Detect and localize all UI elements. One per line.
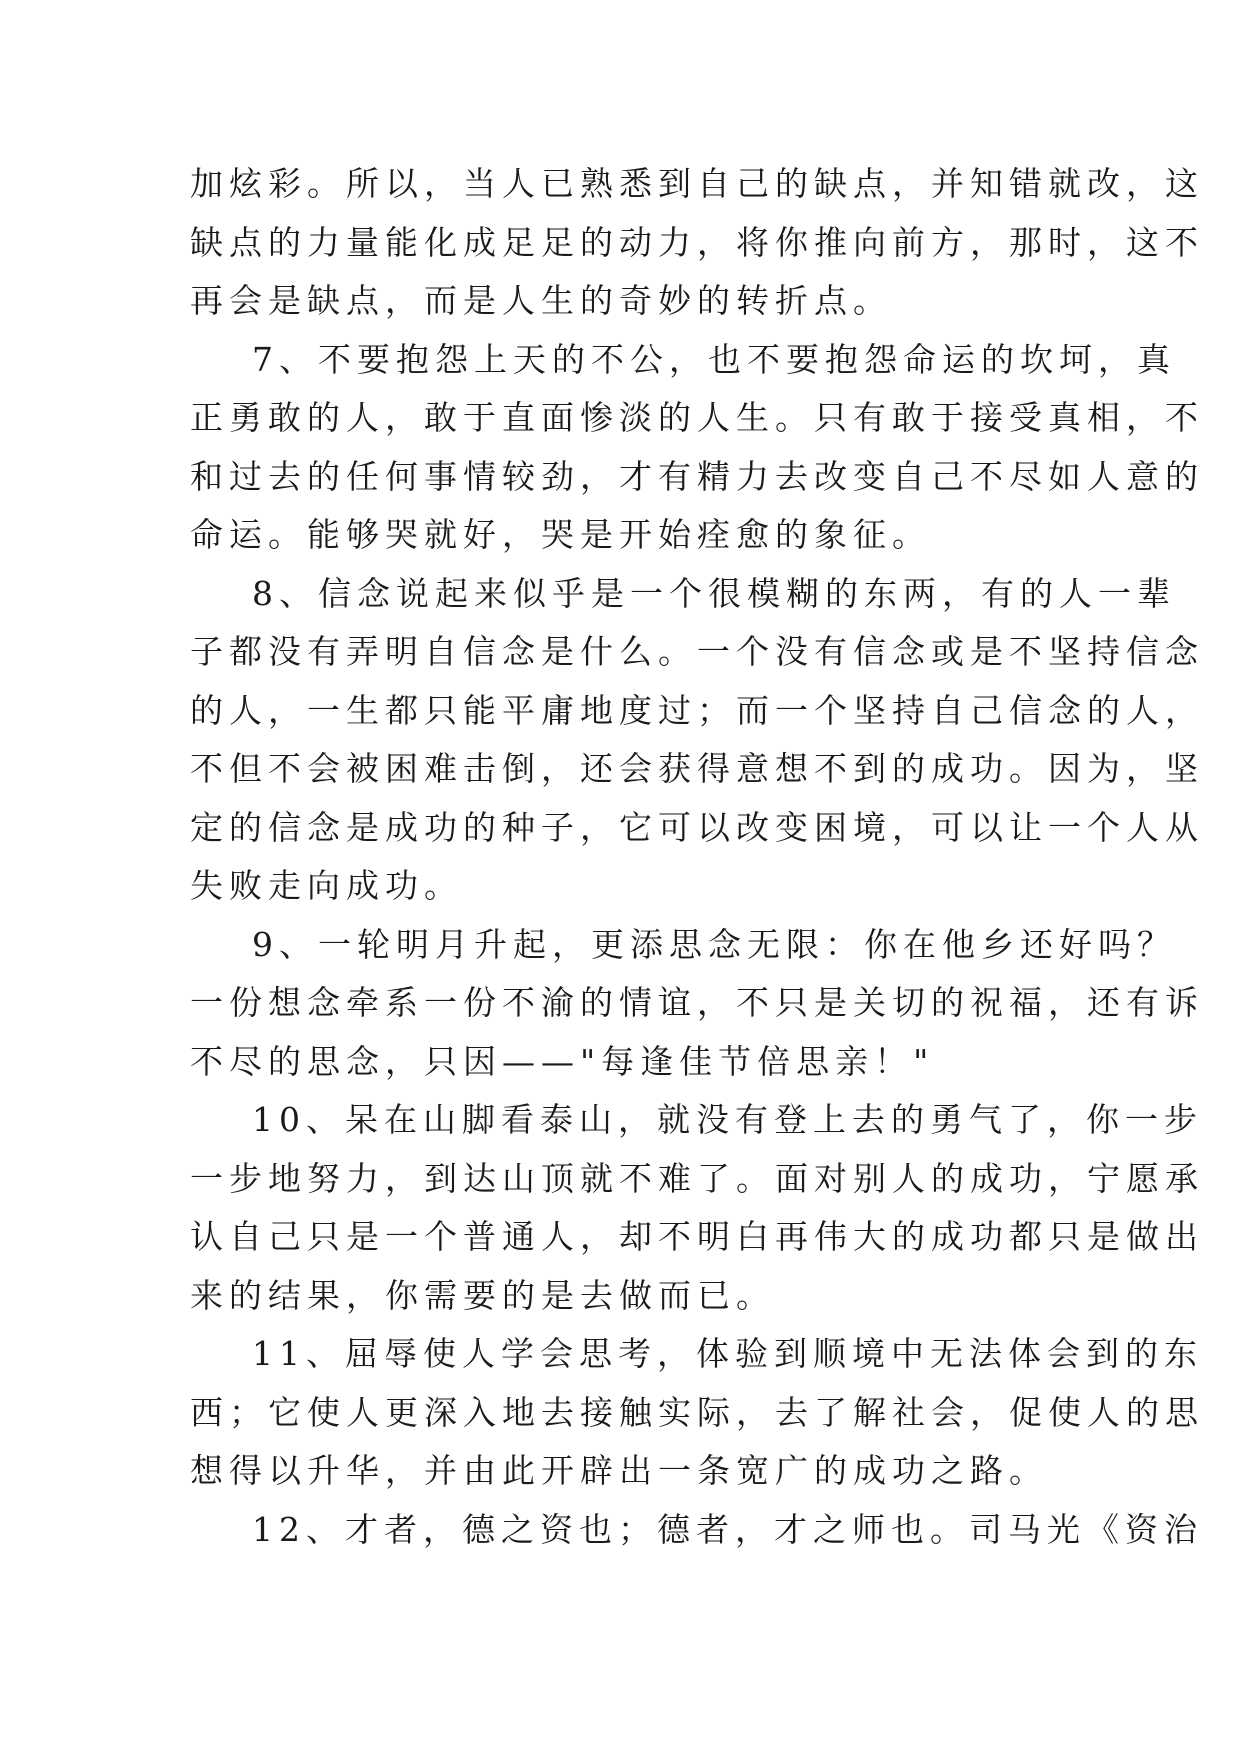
paragraph-start-10: 10、呆在山脚看泰山，就没有登上去的勇气了，你一步	[252, 1100, 1203, 1139]
paragraph-start-11: 11、屈辱使人学会思考，体验到顺境中无法体会到的东	[252, 1334, 1203, 1373]
text-line: 不尽的思念，只因——"每逢佳节倍思亲！"	[190, 1041, 935, 1081]
paragraph-start-12: 12、才者，德之资也；德者，才之师也。司马光《资治	[252, 1509, 1203, 1549]
text-line: 不但不会被困难击倒，还会获得意想不到的成功。因为，坚	[190, 749, 1204, 788]
text-line: 缺点的力量能化成足足的动力，将你推向前方，那时，这不	[190, 222, 1204, 262]
text-line: 来的结果，你需要的是去做而已。	[190, 1275, 775, 1315]
text-line: 定的信念是成功的种子，它可以改变困境，可以让一个人从	[190, 807, 1204, 847]
paragraph-start-9: 9、一轮明月升起，更添思念无限：你在他乡还好吗？	[252, 924, 1176, 964]
paragraph-start-8: 8、信念说起来似乎是一个很模糊的东两，有的人一辈	[252, 573, 1176, 613]
text-line: 加炫彩。所以，当人已熟悉到自己的缺点，并知错就改，这	[190, 164, 1204, 203]
text-line: 认自己只是一个普通人，却不明白再伟大的成功都只是做出	[190, 1217, 1204, 1256]
body-text	[190, 155, 1204, 1559]
text-line: 正勇敢的人，敢于直面惨淡的人生。只有敢于接受真相，不	[190, 398, 1204, 437]
text-line: 和过去的任何事情较劲，才有精力去改变自己不尽如人意的	[190, 456, 1204, 496]
text-line: 一步地努力，到达山顶就不难了。面对别人的成功，宁愿承	[190, 1158, 1204, 1198]
paragraph-start-7: 7、不要抱怨上天的不公，也不要抱怨命运的坎坷，真	[252, 339, 1176, 379]
text-line: 想得以升华，并由此开辟出一条宽广的成功之路。	[190, 1451, 1048, 1490]
text-line: 一份想念牵系一份不渝的情谊，不只是关切的祝福，还有诉	[190, 983, 1204, 1022]
text-line: 西；它使人更深入地去接触实际，去了解社会，促使人的思	[190, 1392, 1204, 1432]
text-line: 失败走向成功。	[190, 866, 463, 905]
text-line: 的人，一生都只能平庸地度过；而一个坚持自己信念的人，	[190, 690, 1204, 730]
text-line: 再会是缺点，而是人生的奇妙的转折点。	[190, 281, 892, 320]
text-line: 命运。能够哭就好，哭是开始痊愈的象征。	[190, 515, 931, 554]
text-line: 子都没有弄明自信念是什么。一个没有信念或是不坚持信念	[190, 632, 1204, 671]
